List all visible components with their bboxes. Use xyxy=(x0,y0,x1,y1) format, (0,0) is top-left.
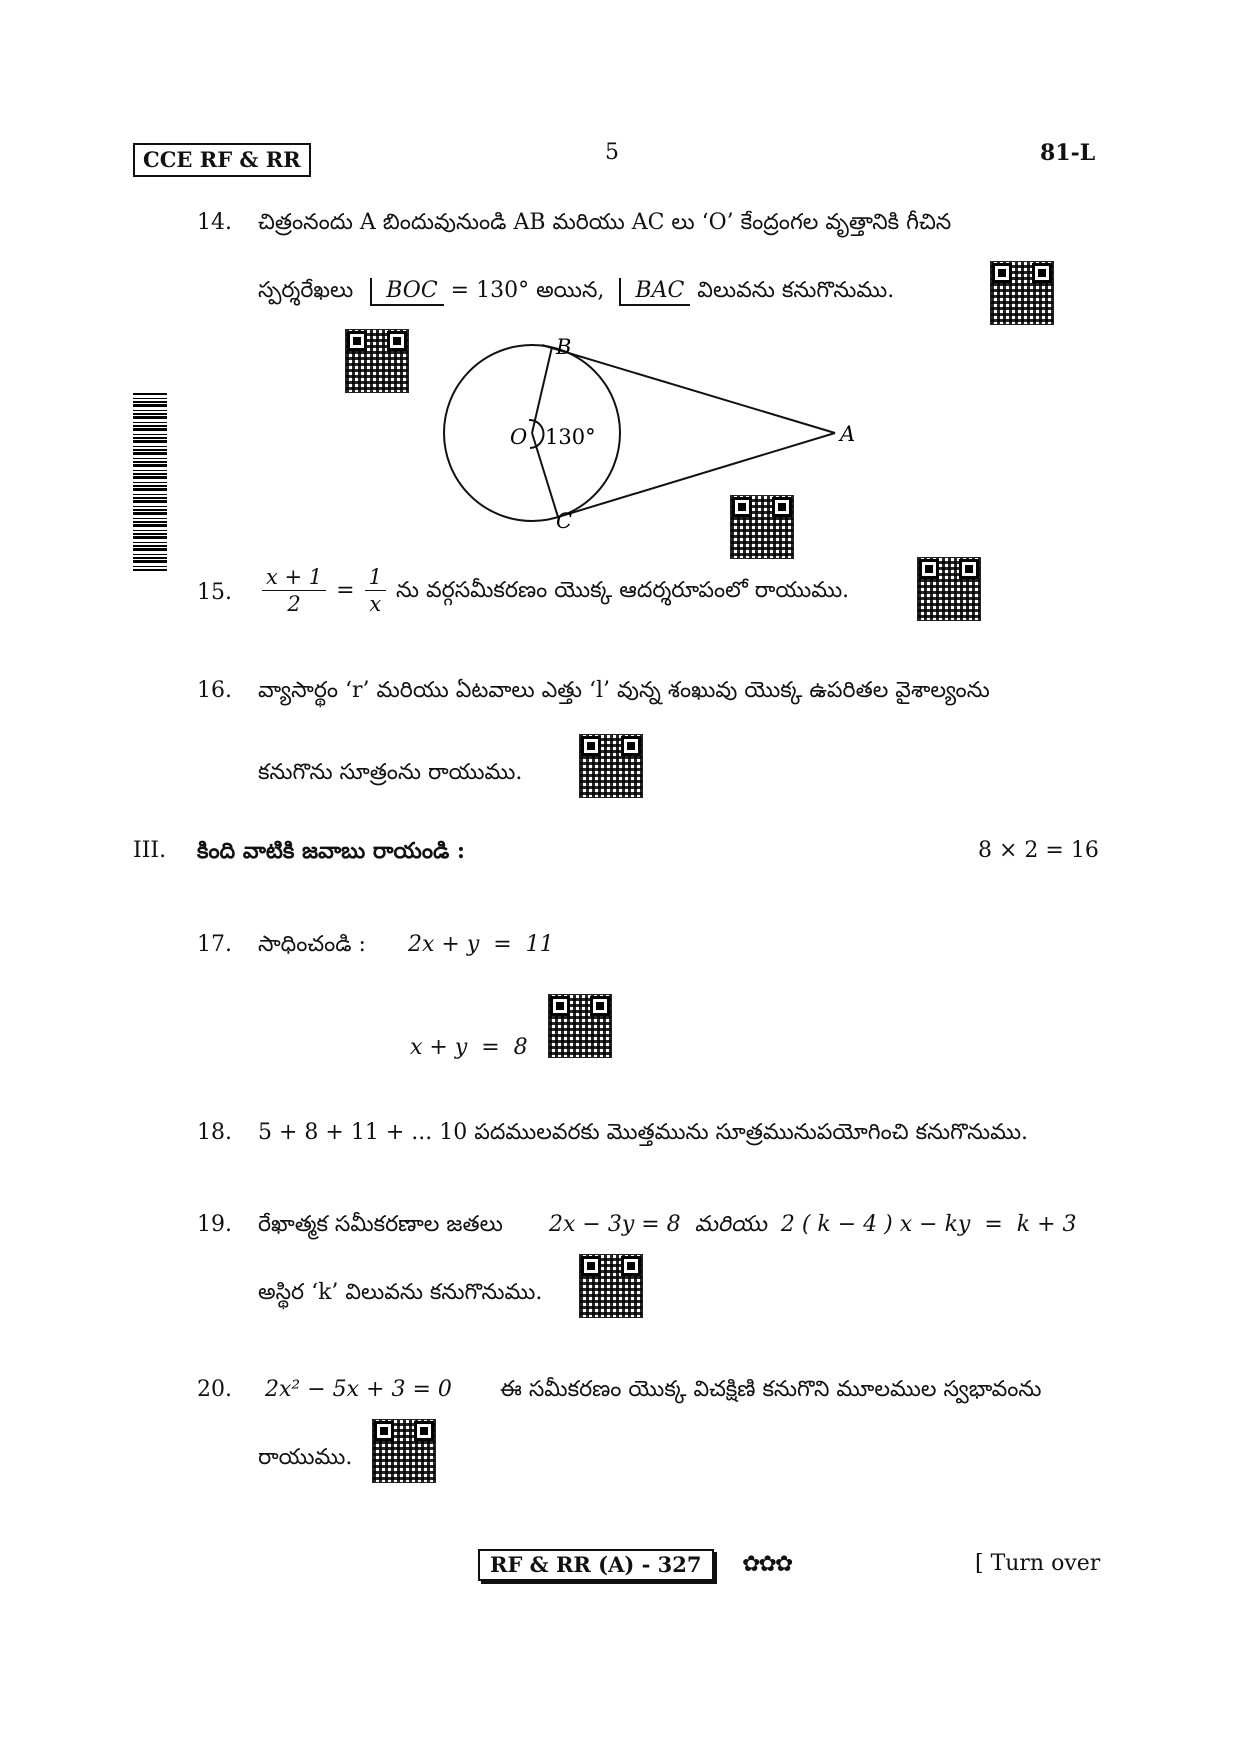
section-number: III. xyxy=(133,838,167,863)
q15-number: 15. xyxy=(197,580,232,605)
header-code-box: CCE RF & RR xyxy=(133,143,311,177)
q19-line2: అస్థిర ‘k’ విలువను కనుగొనుము. xyxy=(258,1280,543,1305)
paper-code: 81-L xyxy=(1040,140,1096,166)
section-marks: 8 × 2 = 16 xyxy=(978,838,1099,863)
label-c: C xyxy=(556,509,573,533)
q17-equation1: 2x + y = 11 xyxy=(408,932,554,957)
q16-line1: వ్యాసార్థం ‘r’ మరియు ఏటవాలు ఎత్తు ‘l’ వున్న శంఖువు యొక్క ఉపరితల వైశాల్యంను xyxy=(258,678,990,703)
page-number: 5 xyxy=(605,140,619,165)
q19-line1-b: 2x − 3y = 8 మరియు 2 ( k − 4 ) x − ky = k + 3 xyxy=(549,1212,1077,1237)
q14-line2-a: స్పర్శరేఖలు xyxy=(258,278,354,303)
frac-numerator: x + 1 xyxy=(262,564,326,591)
q17-number: 17. xyxy=(197,932,232,957)
q20-line2: రాయుము. xyxy=(258,1445,353,1470)
tangent-ac xyxy=(558,433,835,517)
flower-ornament-icon: ✿✿✿ xyxy=(742,1552,792,1577)
angle-boc: BOC xyxy=(370,278,443,306)
frac-numerator: 1 xyxy=(365,564,386,591)
angle-bac: BAC xyxy=(619,278,690,306)
q15-text: ను వర్గసమీకరణం యొక్క ఆదర్శరూపంలో రాయుము. xyxy=(395,577,850,603)
q14-number: 14. xyxy=(197,210,232,235)
frac-denominator: 2 xyxy=(287,592,301,616)
side-barcode xyxy=(133,393,167,571)
q17-equation2: x + y = 8 xyxy=(410,1035,528,1060)
qr-code-icon xyxy=(373,1420,435,1482)
q16-number: 16. xyxy=(197,678,232,703)
footer-code-box: RF & RR (A) - 327 xyxy=(478,1549,714,1581)
q16-line2: కనుగొను సూత్రంను రాయుము. xyxy=(258,760,523,785)
q15-fraction-right xyxy=(365,564,386,617)
tangent-ab xyxy=(542,345,835,433)
qr-code-icon xyxy=(731,496,793,558)
q14-line1: చిత్రంనందు A బిందువునుండి AB మరియు AC లు ‘O’ కేంద్రంగల వృత్తానికి గీచిన xyxy=(258,210,952,235)
q15-line xyxy=(262,564,849,617)
q20-number: 20. xyxy=(197,1377,232,1402)
q20-equation: 2x² − 5x + 3 = 0 xyxy=(265,1377,452,1402)
tangent-circle-figure xyxy=(430,330,880,540)
qr-code-icon xyxy=(918,558,980,620)
label-angle: 130° xyxy=(545,425,596,449)
q15-fraction-left xyxy=(262,564,326,617)
qr-code-icon xyxy=(346,330,408,392)
label-o: O xyxy=(510,425,528,449)
q14-line2-c: విలువను కనుగొనుము. xyxy=(697,278,895,303)
qr-code-icon xyxy=(549,995,611,1057)
q14-line2 xyxy=(258,276,894,306)
qr-code-icon xyxy=(580,1255,642,1317)
q17-label: సాధించండి : xyxy=(258,932,366,957)
qr-code-icon xyxy=(580,735,642,797)
section-title: కింది వాటికి జవాబు రాయండి : xyxy=(197,838,466,864)
q19-number: 19. xyxy=(197,1212,232,1237)
q19-line1-a: రేఖాత్మక సమీకరణాల జతలు xyxy=(258,1212,503,1237)
qr-code-icon xyxy=(991,262,1053,324)
equals-sign: = xyxy=(336,577,355,603)
q18-number: 18. xyxy=(197,1120,232,1145)
turn-over-note: [ Turn over xyxy=(975,1551,1101,1576)
q20-line1: ఈ సమీకరణం యొక్క విచక్షిణి కనుగొని మూలముల స్వభావంను xyxy=(500,1377,1042,1402)
q14-line2-b: = 130° అయిన, xyxy=(450,278,605,303)
q18-text: 5 + 8 + 11 + ... 10 పదములవరకు మొత్తమును సూత్రమునుపయోగించి కనుగొనుము. xyxy=(258,1120,1029,1145)
label-a: A xyxy=(840,422,856,446)
frac-denominator: x xyxy=(369,592,382,616)
label-b: B xyxy=(556,335,572,359)
